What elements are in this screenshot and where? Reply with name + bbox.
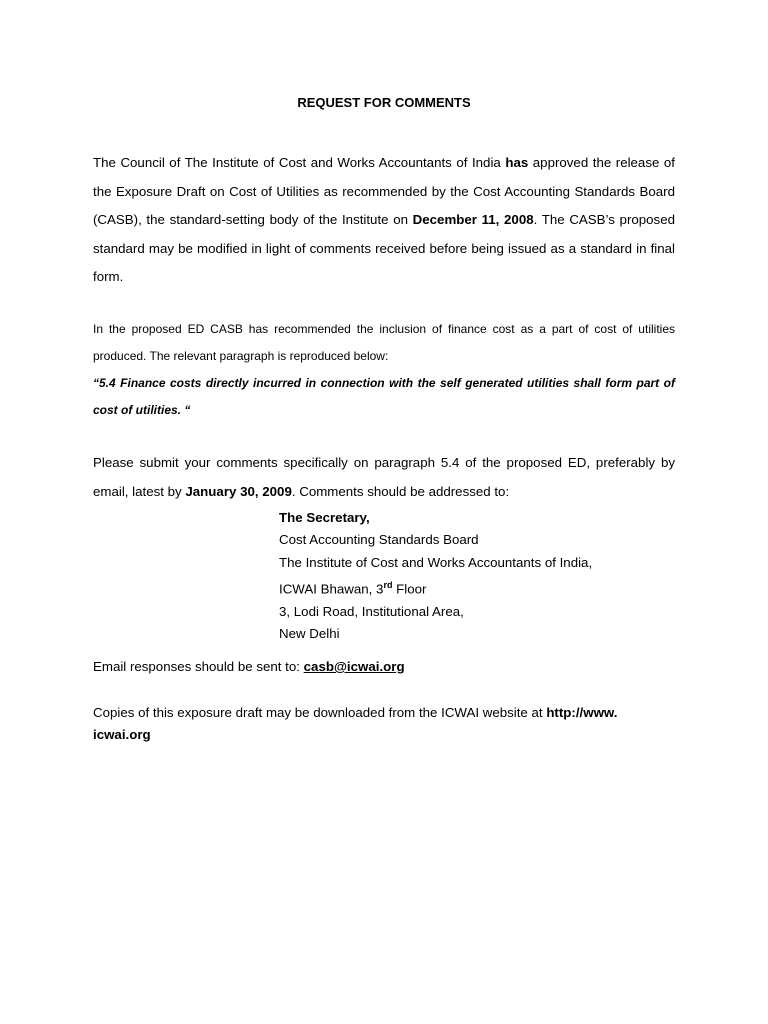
proposal-text: In the proposed ED CASB has recommended the inclusion of finance cost as a part of cost of utilities produced. The relevant paragraph is reproduced below: bbox=[93, 322, 675, 363]
address-line-3-suffix: Floor bbox=[392, 581, 427, 597]
intro-text-1: The Council of The Institute of Cost and Works Accountants of India bbox=[93, 155, 506, 170]
website-url[interactable]: http://www. icwai.org bbox=[93, 705, 618, 742]
submit-text-2: specifically on paragraph 5.4 of the proposed ED bbox=[283, 455, 587, 470]
submit-text-4: . Comments should be addressed to: bbox=[291, 483, 510, 499]
deadline-date: January 30, 2009 bbox=[185, 483, 292, 499]
proposal-paragraph bbox=[93, 316, 675, 424]
address-line-5: New Delhi bbox=[279, 626, 340, 642]
address-line-3-sup: rd bbox=[383, 580, 393, 591]
submit-paragraph bbox=[93, 449, 675, 506]
address-line-3 bbox=[279, 574, 592, 601]
email-link[interactable]: casb@icwai.org bbox=[303, 659, 405, 674]
email-label: Email responses should be sent to: bbox=[93, 659, 304, 674]
submit-text-3: , preferably by email, latest by bbox=[93, 455, 675, 499]
address-line-2: The Institute of Cost and Works Accountants of India, bbox=[279, 554, 593, 570]
submit-text-1: Please submit your comments bbox=[93, 455, 284, 470]
intro-text-3: approved the release of the Exposure Draft on Cost of Utilities as recommended by the Cost Accounting Standards Board (CASB), the standard-setting body of the Institute on bbox=[93, 155, 675, 227]
intro-paragraph bbox=[93, 149, 675, 292]
address-recipient: The Secretary, bbox=[279, 510, 370, 525]
copies-text: Copies of this exposure draft may be downloaded from the ICWAI website at bbox=[93, 705, 547, 720]
approval-date: December 11, 2008 bbox=[412, 212, 534, 227]
address-line-4: 3, Lodi Road, Institutional Area, bbox=[279, 604, 464, 620]
address-line-3-prefix: ICWAI Bhawan, 3 bbox=[279, 581, 384, 597]
intro-text-4: . The CASB’s proposed standard may be modified in light of comments received before being issued as a standard in final form. bbox=[93, 212, 675, 284]
mailing-address bbox=[279, 507, 592, 646]
address-line-1: Cost Accounting Standards Board bbox=[279, 532, 479, 548]
proposal-quote: “5.4 Finance costs directly incurred in connection with the self generated utilities shall form part of cost of utilities. “ bbox=[93, 376, 675, 417]
intro-text-2: has bbox=[505, 155, 529, 170]
email-line bbox=[93, 659, 405, 674]
copies-line bbox=[93, 702, 675, 746]
document-title: REQUEST FOR COMMENTS bbox=[297, 95, 471, 110]
